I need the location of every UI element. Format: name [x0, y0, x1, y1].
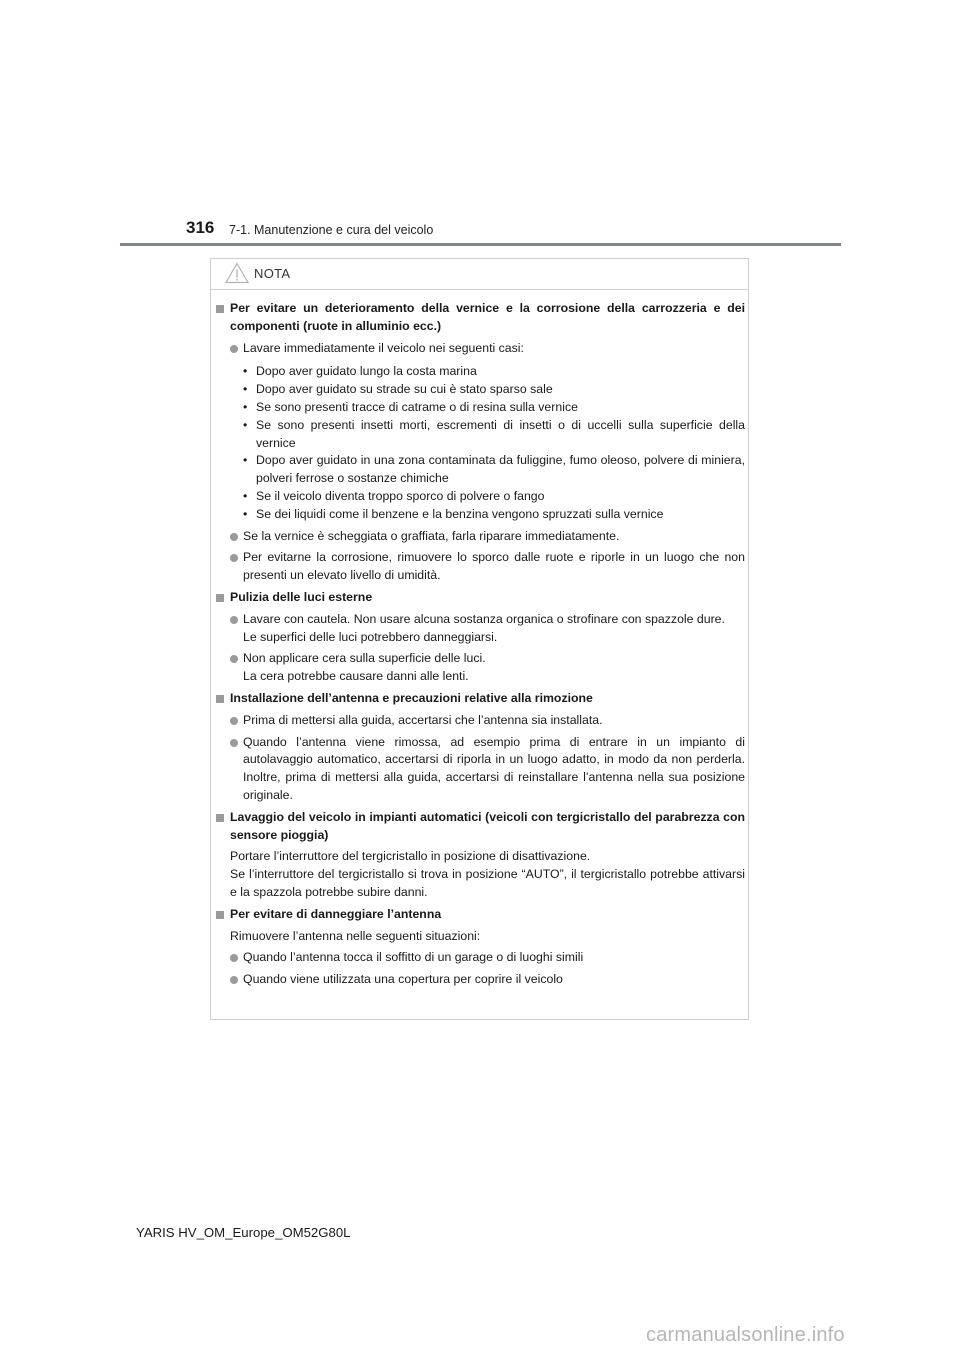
list-item — [216, 528, 745, 546]
header-rule — [120, 243, 841, 246]
section-heading — [216, 809, 745, 845]
note-box — [210, 258, 749, 1020]
list-item-text: Lavare immediatamente il veicolo nei seguenti casi: — [243, 340, 524, 355]
note-title: NOTA — [254, 266, 291, 281]
bullet-item: • Dopo aver guidato lungo la costa marina — [243, 364, 477, 379]
list-item-text: Lavare con cautela. Non usare alcuna sostanza organica o strofinare con spazzole dure. Le superfici delle luci potrebbero danneggiarsi. — [243, 611, 725, 644]
round-bullet-icon — [230, 976, 238, 984]
square-bullet-icon — [216, 911, 224, 919]
section-heading-text: Pulizia delle luci esterne — [230, 589, 373, 604]
note-header — [211, 259, 748, 290]
round-bullet-icon — [230, 739, 238, 747]
paragraph: Portare l’interruttore del tergicristallo in posizione di disattivazione. Se l’interruttore del tergicristallo si trova in posizione “AUTO”, il tergicristallo potrebbe attivarsi e la spazzola potrebbe subire danni. — [230, 849, 745, 899]
list-item-text: Non applicare cera sulla superficie delle luci. La cera potrebbe causare danni alle lenti. — [243, 651, 486, 684]
note-body — [216, 300, 745, 989]
section-heading — [216, 690, 745, 708]
round-bullet-icon — [230, 954, 238, 962]
section-heading — [216, 300, 745, 336]
section-heading-text: Installazione dell’antenna e precauzioni relative alla rimozione — [230, 690, 593, 705]
round-bullet-icon — [230, 717, 238, 725]
round-bullet-icon — [230, 554, 238, 562]
list-item — [216, 340, 745, 358]
section-heading-text: Per evitare di danneggiare l’antenna — [230, 906, 442, 921]
list-item-text: Quando l’antenna tocca il soffitto di un garage o di luoghi simili — [243, 950, 584, 965]
square-bullet-icon — [216, 305, 224, 313]
section-heading-text: Per evitare un deterioramento della vernice e la corrosione della carrozzeria e dei componenti (ruote in alluminio ecc.) — [230, 301, 745, 333]
paragraph: Rimuovere l’antenna nelle seguenti situazioni: — [230, 928, 481, 943]
round-bullet-icon — [230, 533, 238, 541]
list-item-text: Se la vernice è scheggiata o graffiata, farla riparare immediatamente. — [243, 528, 620, 543]
bullet-list — [216, 363, 745, 523]
bullet-item: • Dopo aver guidato in una zona contaminata da fuliggine, fumo oleoso, polvere di miniera, polveri ferrose o sostanze chimiche — [243, 453, 745, 486]
round-bullet-icon — [230, 345, 238, 353]
list-item — [216, 734, 745, 805]
list-item-text: Per evitarne la corrosione, rimuovere lo sporco dalle ruote e riporle in un luogo che non presenti un elevato livello di umidità. — [243, 550, 745, 583]
square-bullet-icon — [216, 814, 224, 822]
list-item-text: Prima di mettersi alla guida, accertarsi che l’antenna sia installata. — [243, 712, 603, 727]
section-heading-text: Lavaggio del veicolo in impianti automatici (veicoli con tergicristallo del parabrezza con sensore pioggia) — [230, 809, 745, 842]
list-item — [216, 611, 745, 647]
bullet-item: • Se dei liquidi come il benzene e la benzina vengono spruzzati sulla vernice — [243, 506, 664, 521]
round-bullet-icon — [230, 616, 238, 624]
list-item — [216, 971, 745, 989]
bullet-item: • Se sono presenti insetti morti, escrementi di insetti o di uccelli sulla superficie della vernice — [243, 417, 745, 450]
bullet-item: • Dopo aver guidato su strade su cui è stato sparso sale — [243, 382, 553, 397]
list-item — [216, 949, 745, 967]
list-item — [216, 650, 745, 686]
list-item-text: Quando l’antenna viene rimossa, ad esempio prima di entrare in un impianto di autolavaggio automatico, accertarsi di riporla in un luogo adatto, in modo da non perderla. Inoltre, prima di mettersi alla guida, accertarsi di reinstallare l’antenna nella sua posizione originale. — [243, 734, 745, 802]
bullet-item: • Se il veicolo diventa troppo sporco di polvere o fango — [243, 488, 545, 503]
list-item — [216, 549, 745, 585]
section-title: 7-1. Manutenzione e cura del veicolo — [229, 223, 434, 237]
page-number: 316 — [186, 218, 215, 237]
round-bullet-icon — [230, 655, 238, 663]
square-bullet-icon — [216, 594, 224, 602]
watermark: carmanualsonline.info — [646, 1324, 845, 1346]
section-heading — [216, 589, 745, 607]
list-item-text: Quando viene utilizzata una copertura per coprire il veicolo — [243, 972, 563, 987]
warning-triangle-icon — [225, 262, 249, 284]
footer-doc-code: YARIS HV_OM_Europe_OM52G80L — [136, 1225, 351, 1240]
square-bullet-icon — [216, 695, 224, 703]
section-heading — [216, 906, 745, 924]
bullet-item: • Se sono presenti tracce di catrame o di resina sulla vernice — [243, 399, 578, 414]
list-item — [216, 712, 745, 730]
